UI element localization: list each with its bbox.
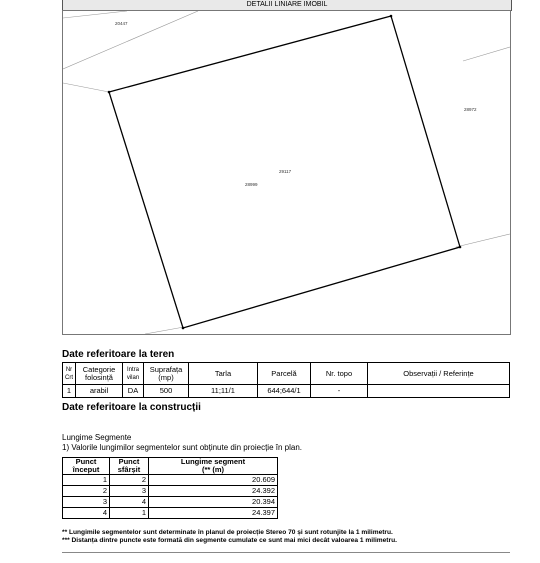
segmente-title: Lungime Segmente xyxy=(62,433,132,442)
table-row xyxy=(63,508,278,519)
col-punct-inceput: Punct început xyxy=(63,458,110,475)
col-nr-topo: Nr. topo xyxy=(311,363,368,385)
neighbor-boundary-bottom-right xyxy=(456,234,510,247)
col-observatii: Observații / Referințe xyxy=(368,363,510,385)
col-lungime-unit: (** (m) xyxy=(201,465,225,474)
segmente-table xyxy=(62,457,278,519)
col-lungime xyxy=(149,458,278,475)
cell-suprafata: 500 xyxy=(144,385,189,398)
cell-end: 1 xyxy=(110,508,149,519)
neighbor-boundary-bottom xyxy=(145,327,184,334)
parcel-vertex-1 xyxy=(108,91,111,94)
cell-length: 24.392 xyxy=(149,486,278,497)
neighbor-label-top-left: 20447 xyxy=(115,21,128,26)
col-suprafata: Suprafața (mp) xyxy=(144,363,189,385)
cell-length: 20.394 xyxy=(149,497,278,508)
cell-parcela: 644;644/1 xyxy=(258,385,311,398)
cell-end: 3 xyxy=(110,486,149,497)
col-parcela: Parcelă xyxy=(258,363,311,385)
parcel-vertex-4 xyxy=(182,327,185,330)
col-lungime-label: Lungime segment xyxy=(180,457,246,466)
cell-nr-topo: - xyxy=(311,385,368,398)
details-header: DETALII LINIARE IMOBIL xyxy=(62,0,512,11)
footnote-cumulated-distance: *** Distanța dintre puncte este formată din segmente cumulate ce sunt mai mici decât valoarea 1 milimetru. xyxy=(62,537,397,544)
cell-start: 1 xyxy=(63,475,110,486)
cell-intra-vilan: DA xyxy=(123,385,144,398)
parcel-plan xyxy=(62,10,511,335)
cell-start: 2 xyxy=(63,486,110,497)
constructii-section-title: Date referitoare la construcții xyxy=(62,402,201,413)
cell-length: 24.397 xyxy=(149,508,278,519)
segmente-subtitle: 1) Valorile lungimilor segmentelor sunt obținute din proiecție în plan. xyxy=(62,443,302,452)
cell-start: 4 xyxy=(63,508,110,519)
cell-observatii xyxy=(368,385,510,398)
teren-table xyxy=(62,362,510,398)
teren-table-header xyxy=(63,363,510,385)
col-punct-sfarsit: Punct sfârșit xyxy=(110,458,149,475)
col-crt-label: Crt xyxy=(65,374,73,381)
neighbor-boundary-top-left xyxy=(63,11,198,69)
parcel-id-label: 29117 xyxy=(279,169,292,174)
col-categorie: Categorie folosință xyxy=(76,363,123,385)
neighbor-boundary-right xyxy=(463,47,510,61)
table-row xyxy=(63,475,278,486)
cell-categorie: arabil xyxy=(76,385,123,398)
cell-length: 20.609 xyxy=(149,475,278,486)
col-intra-label: Intra xyxy=(126,366,139,373)
footnote-segment-precision: ** Lungimile segmentelor sunt determinate în planul de proiecție Stereo 70 și sunt rotunjite la 1 milimetru. xyxy=(62,529,393,536)
cell-nr: 1 xyxy=(63,385,76,398)
col-tarla: Tarla xyxy=(189,363,258,385)
parcel-inner-label: 28999 xyxy=(245,182,258,187)
neighbor-label-right: 28972 xyxy=(464,107,477,112)
cell-start: 3 xyxy=(63,497,110,508)
col-nr-crt xyxy=(63,363,76,385)
col-nr-label: Nr xyxy=(65,366,73,373)
neighbor-boundary-left xyxy=(63,83,109,92)
table-row xyxy=(63,497,278,508)
col-intra-vilan xyxy=(123,363,144,385)
parcel-vertex-2 xyxy=(390,15,393,18)
cell-end: 2 xyxy=(110,475,149,486)
segmente-table-header xyxy=(63,458,278,475)
col-vilan-label: vilan xyxy=(126,374,140,381)
cell-tarla: 11;11/1 xyxy=(189,385,258,398)
table-row xyxy=(63,486,278,497)
cell-end: 4 xyxy=(110,497,149,508)
parcel-vertex-3 xyxy=(459,246,462,249)
neighbor-boundary-top xyxy=(63,11,127,18)
table-row xyxy=(63,385,510,398)
bottom-divider xyxy=(62,552,510,553)
teren-section-title: Date referitoare la teren xyxy=(62,349,175,360)
